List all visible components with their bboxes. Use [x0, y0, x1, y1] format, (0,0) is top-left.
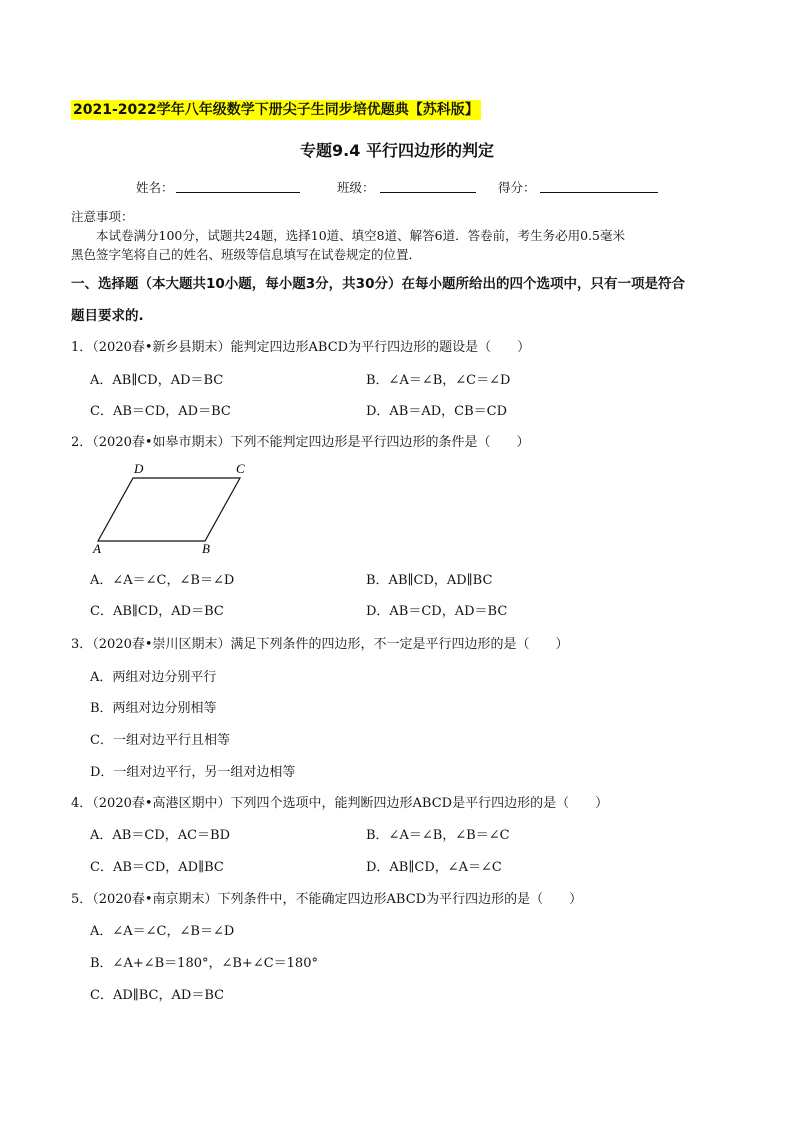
question-2-option-b[interactable]: B．AB∥CD，AD∥BC [366, 573, 493, 588]
question-4-option-d[interactable]: D．AB∥CD，∠A＝∠C [366, 860, 502, 875]
question-2-stem: 2．（2020春•如皋市期末）下列不能判定四边形是平行四边形的条件是（ ） [71, 435, 530, 450]
question-5-option-b[interactable]: B．∠A+∠B＝180°，∠B+∠C＝180° [90, 956, 318, 971]
question-5-option-c[interactable]: C．AD∥BC，AD＝BC [90, 988, 225, 1003]
class-label: 班级： [337, 180, 375, 195]
question-3-stem: 3．（2020春•崇川区期末）满足下列条件的四边形，不一定是平行四边形的是（ ） [71, 637, 569, 652]
question-5-stem: 5．（2020春•南京期末）下列条件中，不能确定四边形ABCD为平行四边形的是（ ） [71, 892, 583, 907]
page-title: 专题9.4 平行四边形的判定 [300, 141, 494, 160]
question-3-option-a[interactable]: A．两组对边分别平行 [90, 670, 217, 685]
section-heading-cont: 题目要求的. [71, 308, 144, 324]
vertex-label-c: C [236, 461, 245, 476]
vertex-label-d: D [134, 461, 144, 476]
question-4-stem: 4．（2020春•高港区期中）下列四个选项中，能判断四边形ABCD是平行四边形的是（ ） [71, 796, 609, 811]
question-2-option-c[interactable]: C．AB∥CD，AD＝BC [90, 604, 224, 619]
series-banner: 2021-2022学年八年级数学下册尖子生同步培优题典【苏科版】 [73, 102, 479, 118]
notes-line-1: 本试卷满分100分，试题共24题，选择10道、填空8道、解答6道．答卷前，考生务必用0.5毫米 [96, 228, 625, 243]
question-1-option-a[interactable]: A．AB∥CD，AD＝BC [90, 373, 224, 388]
vertex-label-b: B [202, 541, 210, 556]
question-1-option-b[interactable]: B．∠A＝∠B，∠C＝∠D [366, 373, 511, 388]
question-4-option-a[interactable]: A．AB＝CD，AC＝BD [90, 828, 231, 843]
question-1-option-c[interactable]: C．AB＝CD，AD＝BC [90, 404, 231, 419]
question-3-option-c[interactable]: C．一组对边平行且相等 [90, 733, 230, 748]
question-1-stem: 1．（2020春•新乡县期末）能判定四边形ABCD为平行四边形的题设是（ ） [71, 340, 531, 355]
question-2-option-a[interactable]: A．∠A＝∠C，∠B＝∠D [90, 573, 235, 588]
question-3-option-d[interactable]: D．一组对边平行，另一组对边相等 [90, 765, 296, 780]
question-1-option-d[interactable]: D．AB＝AD，CB＝CD [366, 404, 508, 419]
class-field[interactable] [380, 192, 476, 193]
section-heading: 一、选择题（本大题共10小题，每小题3分，共30分）在每小题所给出的四个选项中，只有一项是符合 [71, 276, 685, 292]
notes-heading: 注意事项： [71, 209, 134, 224]
name-label: 姓名： [136, 180, 174, 195]
score-field[interactable] [540, 192, 658, 193]
question-4-option-c[interactable]: C．AB＝CD，AD∥BC [90, 860, 224, 875]
parallelogram-shape [98, 478, 240, 541]
parallelogram-figure [88, 458, 258, 558]
vertex-label-a: A [93, 541, 101, 556]
question-4-option-b[interactable]: B．∠A＝∠B，∠B＝∠C [366, 828, 510, 843]
score-label: 得分： [498, 180, 536, 195]
question-3-option-b[interactable]: B．两组对边分别相等 [90, 701, 217, 716]
question-5-option-a[interactable]: A．∠A＝∠C，∠B＝∠D [90, 924, 235, 939]
notes-line-2: 黑色签字笔将自己的姓名、班级等信息填写在试卷规定的位置． [71, 247, 422, 262]
question-2-option-d[interactable]: D．AB＝CD，AD＝BC [366, 604, 508, 619]
name-field[interactable] [176, 192, 300, 193]
